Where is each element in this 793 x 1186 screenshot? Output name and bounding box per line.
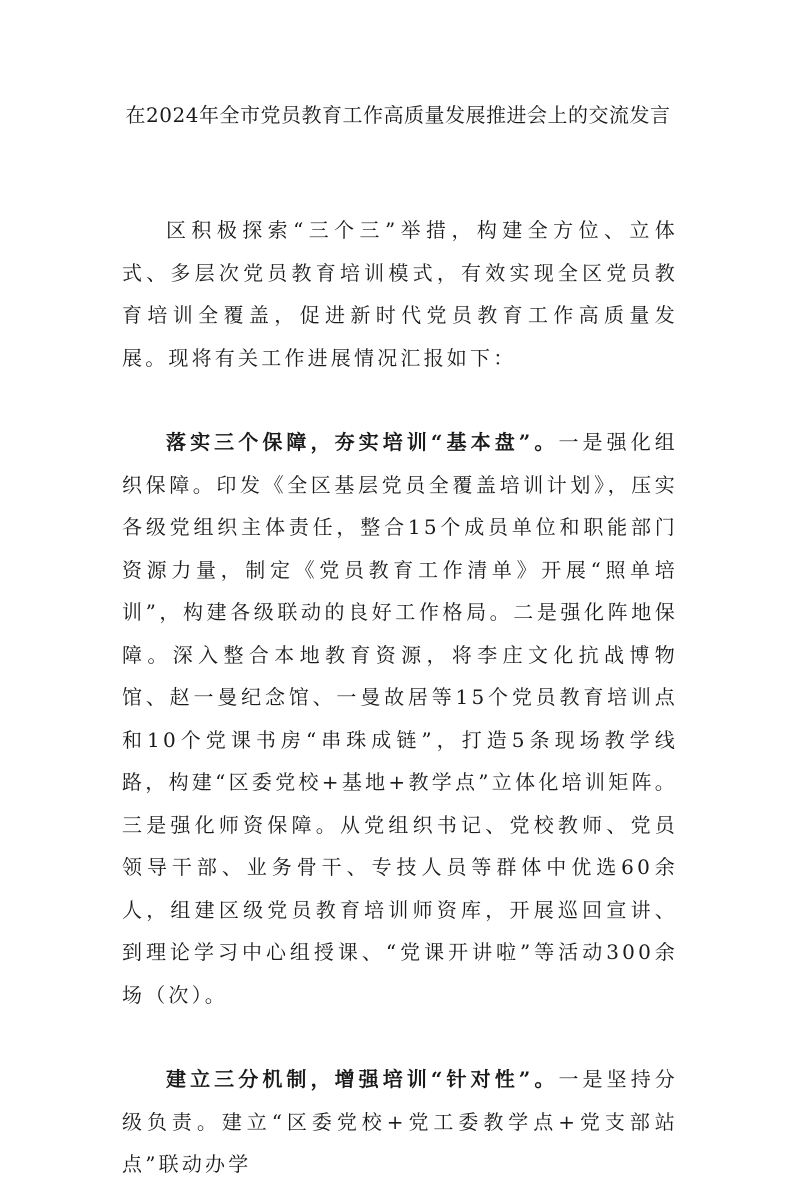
paragraph-intro xyxy=(122,209,678,379)
paragraph-lead: 建立三分机制，增强培训“针对性”。 xyxy=(166,1067,559,1091)
paragraph-text: 区积极探索“三个三”举措，构建全方位、立体式、多层次党员教育培训模式，有效实现全区党员教育培训全覆盖，促进新时代党员教育工作高质量发展。现将有关工作进展情况汇报如下： xyxy=(122,218,678,370)
document-title: 在2024年全市党员教育工作高质量发展推进会上的交流发言 xyxy=(125,103,671,127)
paragraph-three-guarantees xyxy=(122,421,678,1016)
paragraph-text: 一是坚持分级负责。建立“区委党校+党工委教学点+党支部站点”联动办学 xyxy=(122,1067,678,1176)
document-body xyxy=(122,209,678,1186)
paragraph-lead: 落实三个保障，夯实培训“基本盘”。 xyxy=(166,430,559,454)
paragraph-text: 一是强化组织保障。印发《全区基层党员全覆盖培训计划》，压实各级党组织主体责任，整合15个成员单位和职能部门资源力量，制定《党员教育工作清单》开展“照单培训”，构建各级联动的良好工作格局。二是强化阵地保障。深入整合本地教育资源，将李庄文化抗战博物馆、赵一曼纪念馆、一曼故居等15个党员教育培训点和10个党课书房“串珠成链”，打造5条现场教学线路，构建“区委党校+基地+教学点”立体化培训矩阵。三是强化师资保障。从党组织书记、党校教师、党员领导干部、业务骨干、专技人员等群体中优选60余人，组建区级党员教育培训师资库，开展巡回宣讲、到理论学习中心组授课、“党课开讲啦”等活动300余场（次）。 xyxy=(122,430,678,1007)
